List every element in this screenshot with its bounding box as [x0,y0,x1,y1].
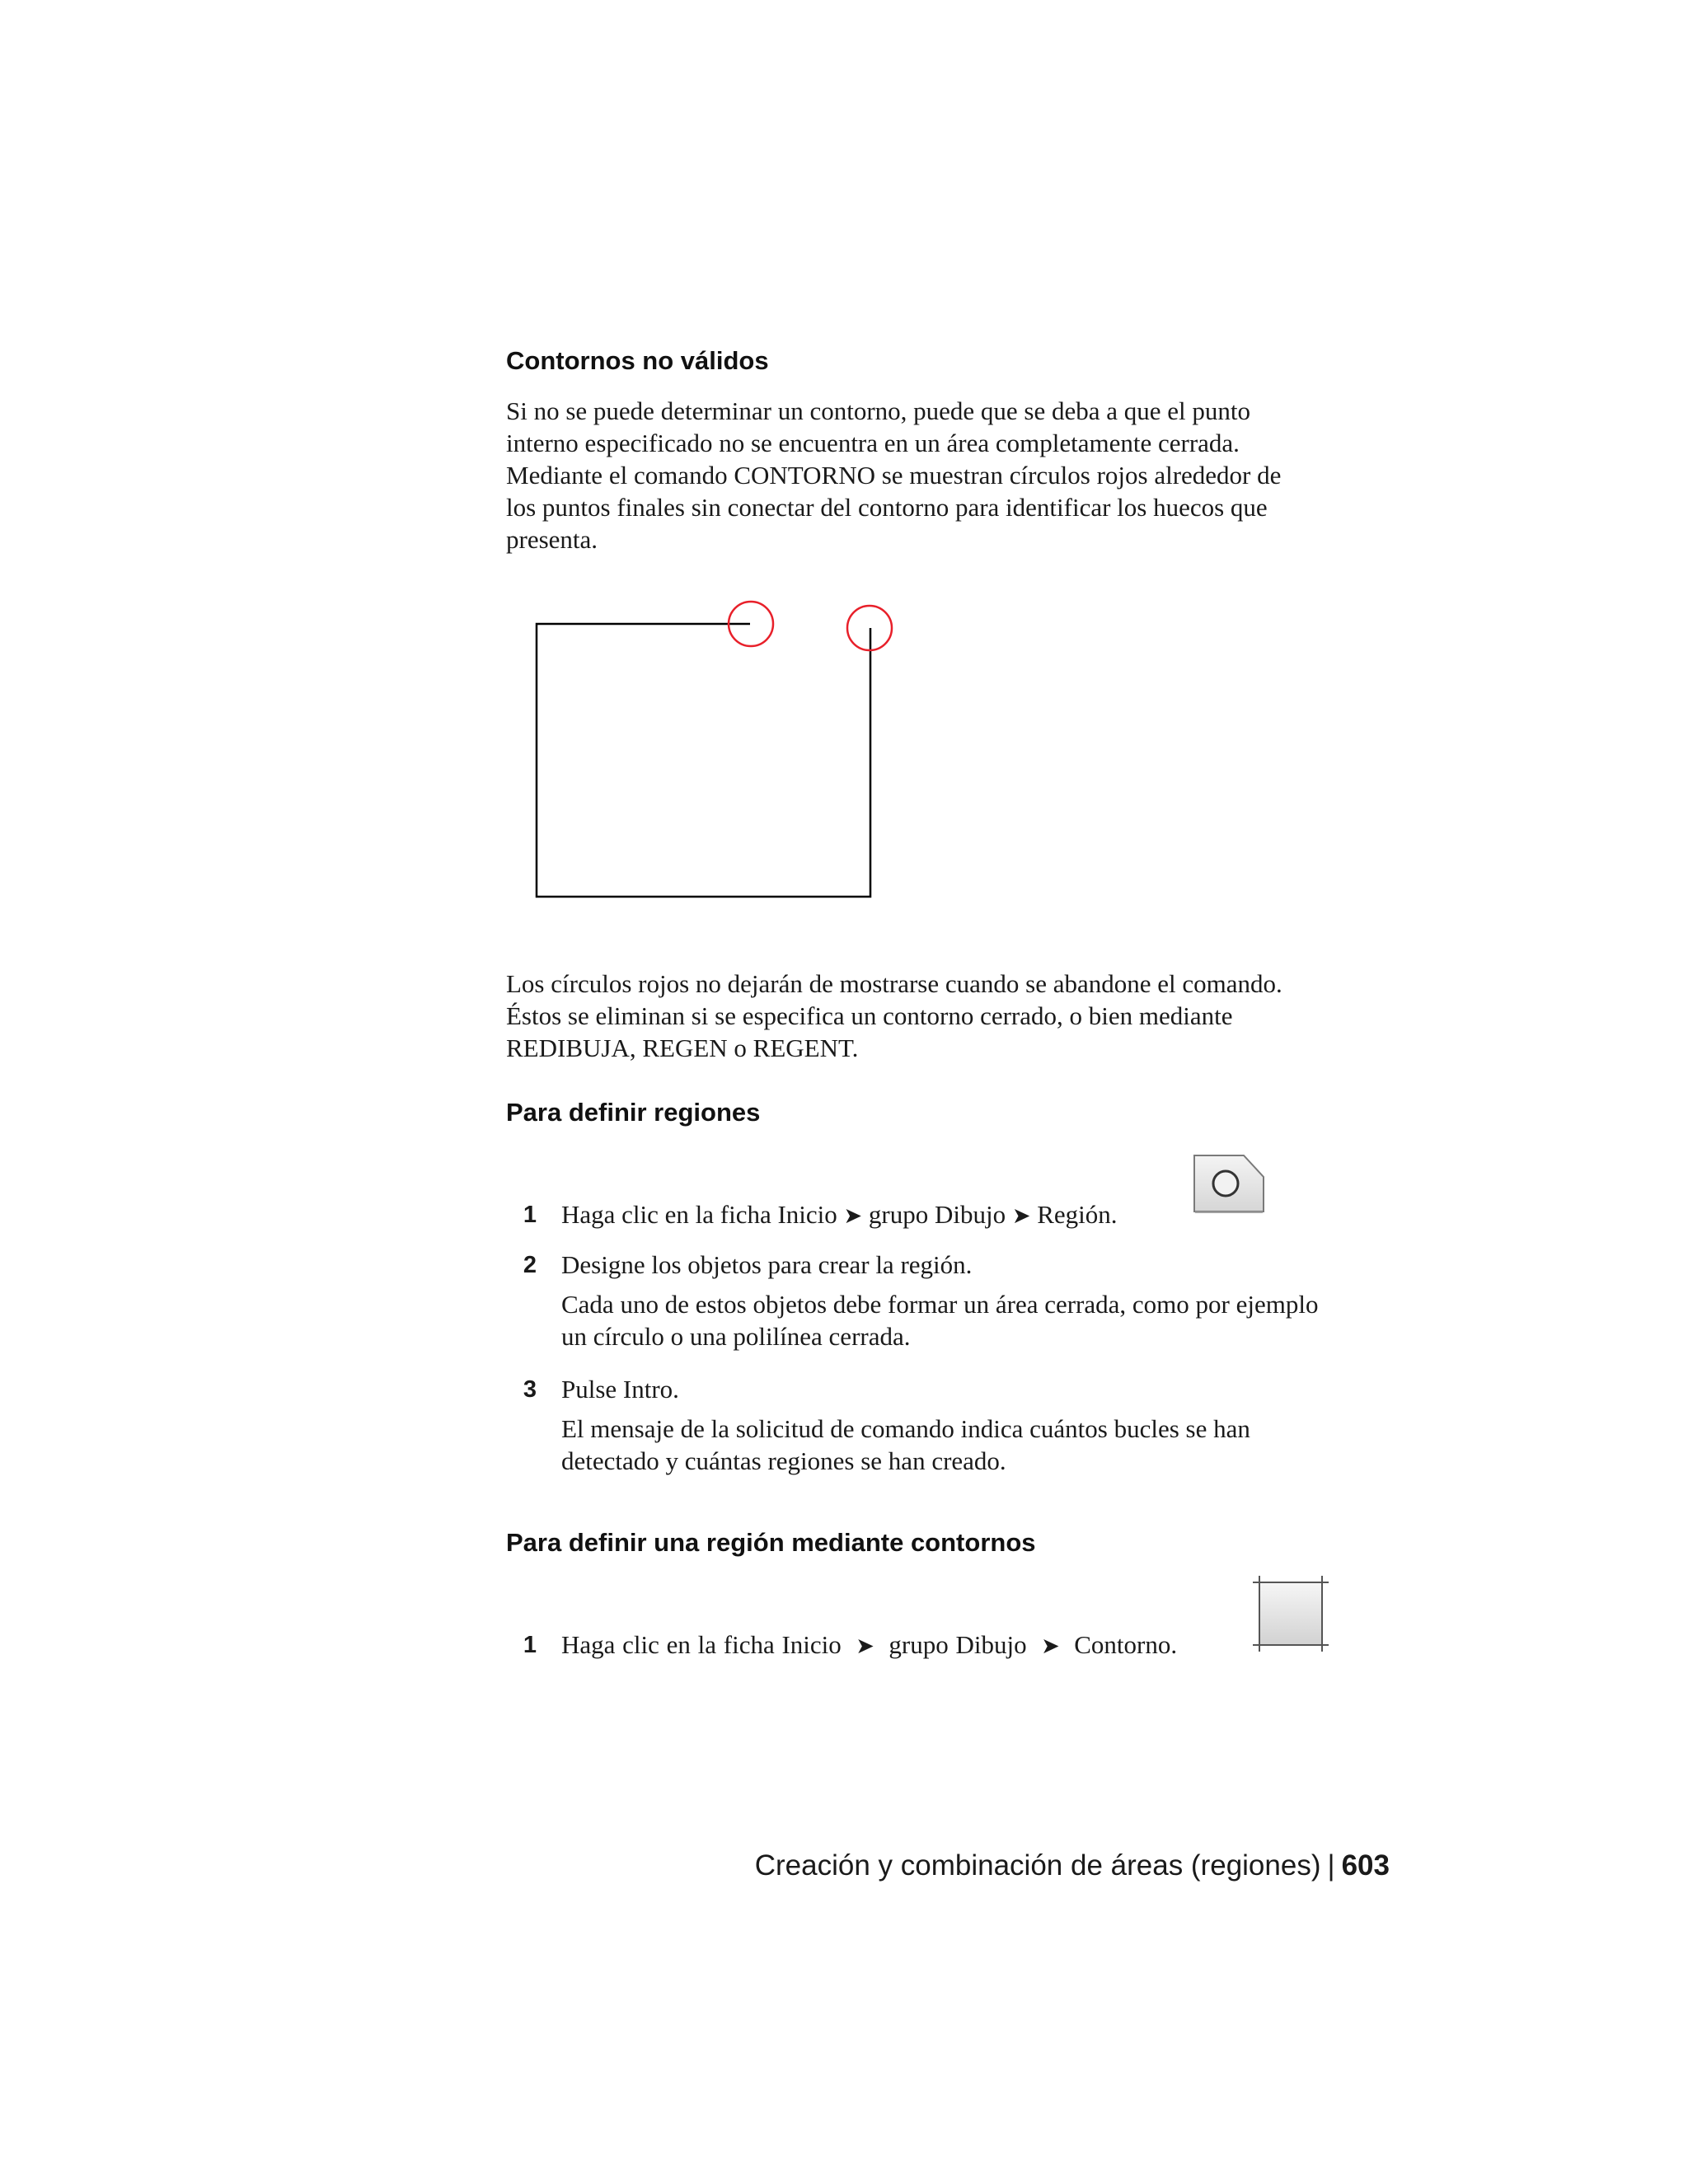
paragraph-red-circles: Los círculos rojos no dejarán de mostrarse cuando se abandone el comando. Éstos se eliminan si se especifica un contorno cerrado, o bien mediante REDIBUJA, REGEN o REGENT. [506,969,1282,1062]
step-number: 1 [523,1202,537,1228]
page-footer [755,1848,1390,1884]
arrow-icon: ➤ [1041,1633,1060,1659]
arrow-icon: ➤ [856,1633,874,1659]
arrow-icon: ➤ [1011,1203,1031,1229]
section-heading-invalid-boundaries: Contornos no válidos [506,346,769,375]
step-text [561,1198,1118,1233]
step-part: grupo Dibujo [889,1630,1027,1659]
region-icon [1193,1154,1265,1215]
section-heading-define-regions: Para definir regiones [506,1098,761,1127]
boundary-icon [1253,1576,1329,1652]
footer-title: Creación y combinación de áreas (regiones) [754,1849,1321,1882]
step-note: El mensaje de la solicitud de comando indica cuántos bucles se han detectado y cuántas regiones se han creado. [561,1414,1250,1475]
arrow-icon: ➤ [843,1203,863,1229]
footer-separator: | [1327,1849,1335,1882]
step-part: Contorno. [1074,1630,1178,1659]
step-number: 3 [523,1376,537,1403]
step-text [561,1629,1177,1663]
step-text: Pulse Intro. [561,1375,679,1404]
step-note: Cada uno de estos objetos debe formar un área cerrada, como por ejemplo un círculo o una polilínea cerrada. [561,1290,1319,1351]
step-number: 1 [523,1632,537,1658]
step-part: Haga clic en la ficha Inicio [561,1200,837,1229]
step-text: Designe los objetos para crear la región. [561,1250,973,1279]
open-boundary-figure [528,593,907,907]
open-boundary-polyline [537,624,870,897]
step-number: 2 [523,1252,537,1278]
step-part: Haga clic en la ficha Inicio [561,1630,842,1659]
page-number: 603 [1341,1849,1390,1882]
section-heading-define-region-boundary: Para definir una región mediante contornos [506,1528,1036,1557]
step-part: Región. [1037,1200,1118,1229]
step-part: grupo Dibujo [868,1200,1006,1229]
paragraph-invalid-boundaries: Si no se puede determinar un contorno, puede que se deba a que el punto interno especificado no se encuentra en un área completamente cerrada. Mediante el comando CONTORNO se muestran círculos rojos alrededor de los puntos finales sin conectar del contorno para identificar los huecos que presenta. [506,396,1282,554]
